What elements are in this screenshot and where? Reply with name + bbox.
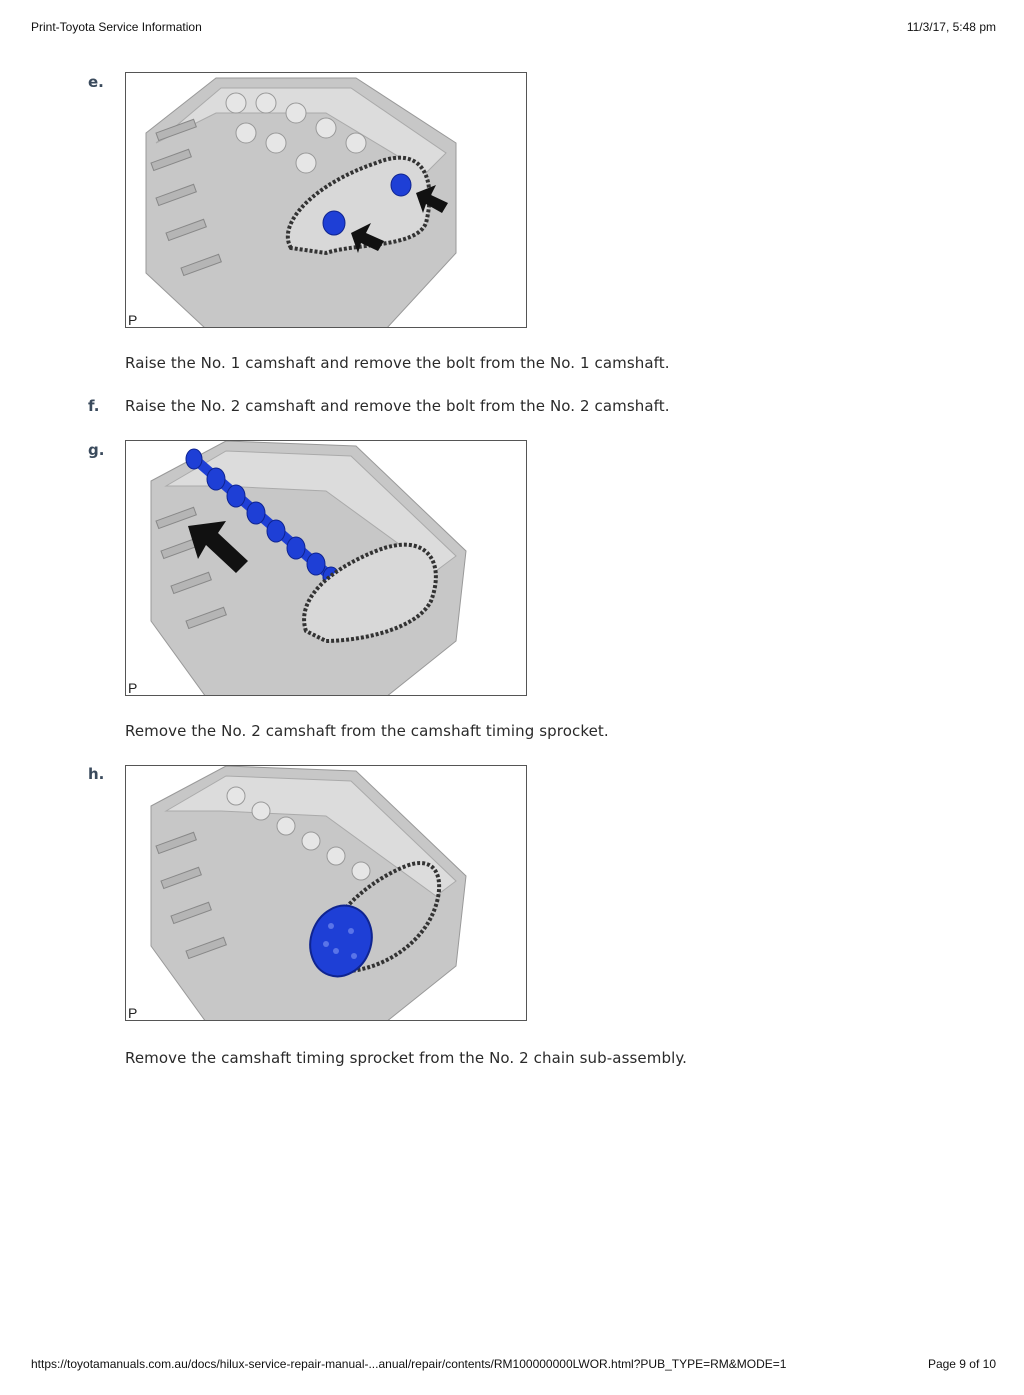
engine-illustration-g	[126, 441, 527, 696]
figure-step-h	[125, 765, 527, 1021]
engine-illustration-e	[126, 73, 527, 328]
figure-step-e	[125, 72, 527, 328]
step-letter-h: h.	[88, 765, 105, 783]
figure-label-h: P	[128, 1005, 138, 1021]
figure-label-e: P	[128, 312, 138, 328]
step-text-f: Raise the No. 2 camshaft and remove the bolt from the No. 2 camshaft.	[125, 397, 670, 415]
print-footer-url: https://toyotamanuals.com.au/docs/hilux-service-repair-manual-...anual/repair/contents/RM100000000LWOR.html?PUB_TYPE=RM&MODE=1	[31, 1357, 787, 1371]
step-letter-e: e.	[88, 73, 104, 91]
step-text-g: Remove the No. 2 camshaft from the camshaft timing sprocket.	[125, 722, 609, 740]
print-header-title: Print-Toyota Service Information	[31, 20, 202, 34]
figure-label-g: P	[128, 680, 138, 696]
print-header-datetime: 11/3/17, 5:48 pm	[906, 20, 996, 34]
step-text-h: Remove the camshaft timing sprocket from the No. 2 chain sub-assembly.	[125, 1049, 688, 1067]
print-footer-page-number: Page 9 of 10	[927, 1357, 996, 1371]
step-letter-f: f.	[88, 397, 100, 415]
engine-illustration-h	[126, 766, 527, 1021]
step-text-e: Raise the No. 1 camshaft and remove the bolt from the No. 1 camshaft.	[125, 354, 670, 372]
figure-step-g	[125, 440, 527, 696]
step-letter-g: g.	[88, 441, 105, 459]
